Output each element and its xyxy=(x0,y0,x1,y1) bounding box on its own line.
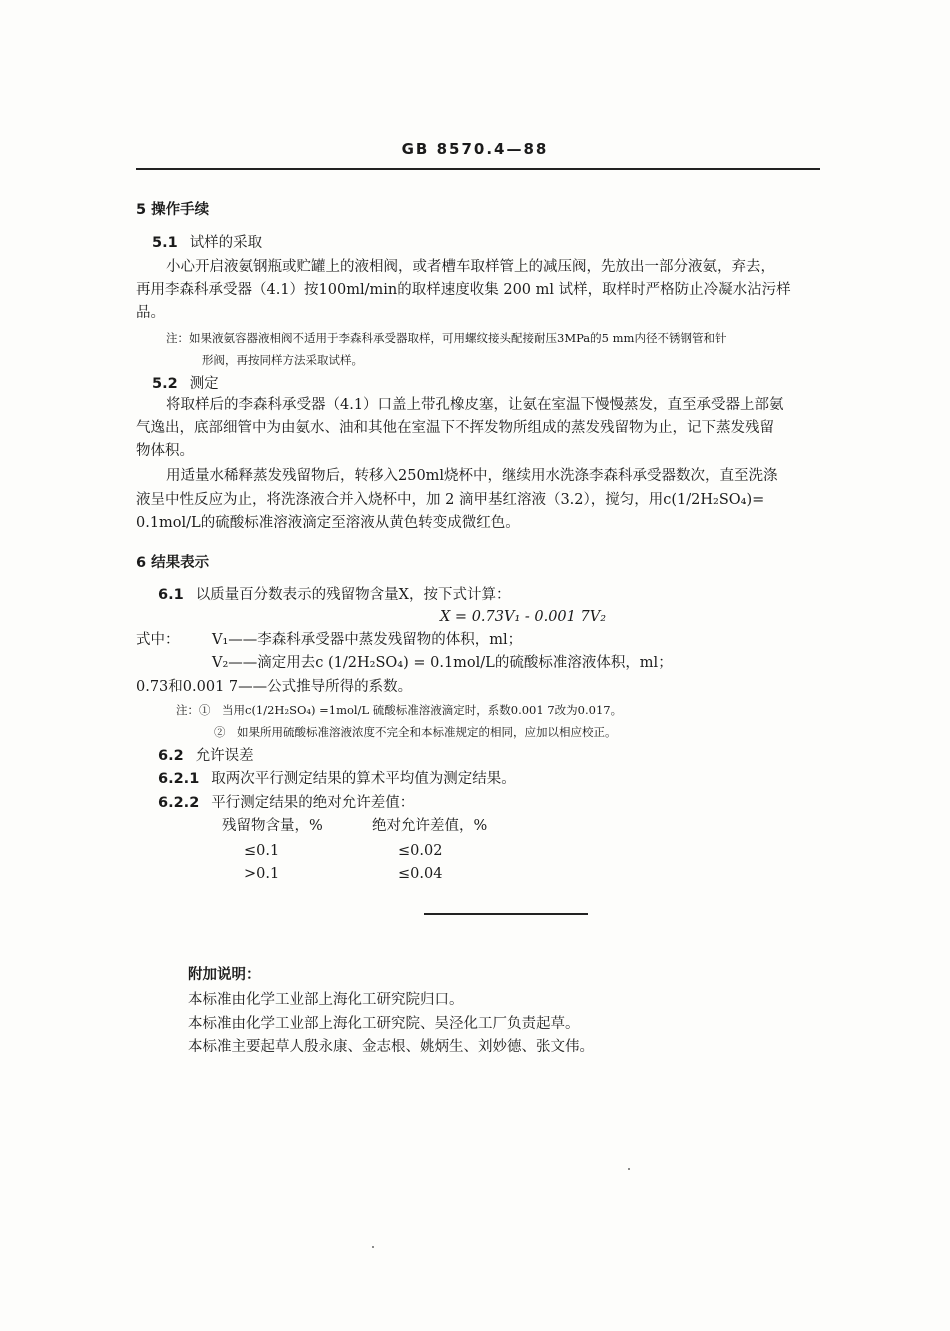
section-title: 测定 xyxy=(189,376,219,392)
section-6-2-heading xyxy=(158,746,254,766)
formula: X = 0.73V₁ - 0.001 7V₂ xyxy=(440,609,607,625)
note-line: 注：如果液氨容器液相阀不适用于李森科承受器取样，可用螺纹接头配接耐压3MPa的5 mm内径不锈钢管和针 xyxy=(166,331,727,345)
appendix-title: 附加说明： xyxy=(188,967,261,983)
note-line: 注：① 当用c(1/2H₂SO₄) =1mol/L 硫酸标准溶液滴定时，系数0.001 7改为0.017。 xyxy=(176,703,623,717)
appendix-line: 本标准由化学工业部上海化工研究院、吴泾化工厂负责起草。 xyxy=(188,1016,580,1032)
section-5-2-heading xyxy=(152,374,219,394)
section-number: 6.1 xyxy=(158,587,184,603)
table-header-residue: 残留物含量，% xyxy=(222,818,323,834)
paragraph-line: 气逸出，底部细管中为由氨水、油和其他在室温下不挥发物所组成的蒸发残留物为止，记下蒸发残留 xyxy=(136,420,774,436)
section-number: 5.1 xyxy=(152,235,178,251)
paragraph-line: 液呈中性反应为止，将洗涤液合并入烧杯中，加 2 滴甲基红溶液（3.2），搅匀，用c(1/2H₂SO₄)= xyxy=(136,492,765,508)
paragraph-line: 用适量水稀释蒸发残留物后，转移入250ml烧杯中，继续用水洗涤李森科承受器数次，直至洗涤 xyxy=(166,468,778,484)
note-line: 形阀，再按同样方法采取试样。 xyxy=(202,353,363,367)
paragraph-line: 将取样后的李森科承受器（4.1）口盖上带孔橡皮塞，让氨在室温下慢慢蒸发，直至承受器上部氨 xyxy=(166,397,784,413)
appendix-line: 本标准由化学工业部上海化工研究院归口。 xyxy=(188,992,464,1008)
table-cell: >0.1 xyxy=(244,866,280,882)
table-header-tolerance: 绝对允许差值，% xyxy=(372,818,488,834)
table-cell: ≤0.04 xyxy=(398,866,443,882)
variable-v1-definition: V₁——李森科承受器中蒸发残留物的体积，ml； xyxy=(212,632,523,648)
standard-number-header: GB 8570.4—88 xyxy=(401,140,549,158)
section-title: 试样的采取 xyxy=(189,235,263,251)
section-6-1-heading xyxy=(158,585,511,605)
section-number: 6.2 xyxy=(158,748,184,764)
section-5-1-heading xyxy=(152,233,262,253)
paragraph-line: 物体积。 xyxy=(136,443,194,459)
coefficient-note: 0.73和0.001 7——公式推导所得的系数。 xyxy=(136,679,413,695)
appendix-line: 本标准主要起草人殷永康、金志根、姚炳生、刘妙德、张文伟。 xyxy=(188,1039,594,1055)
section-6-2-1 xyxy=(158,769,516,789)
section-number: 6.2.1 xyxy=(158,771,200,787)
section-6-heading: 6 结果表示 xyxy=(136,555,210,571)
section-title: 允许误差 xyxy=(195,748,254,764)
variable-v2-definition: V₂——滴定用去c (1/2H₂SO₄) = 0.1mol/L的硫酸标准溶液体积，ml； xyxy=(212,655,673,671)
paragraph-line: 品。 xyxy=(136,305,165,321)
section-5-heading: 5 操作手续 xyxy=(136,202,210,218)
section-number: 6.2.2 xyxy=(158,795,200,811)
scan-speck xyxy=(628,1168,630,1170)
paragraph-line: 0.1mol/L的硫酸标准溶液滴定至溶液从黄色转变成微红色。 xyxy=(136,515,520,531)
table-cell: ≤0.1 xyxy=(244,843,280,859)
scan-speck xyxy=(372,1246,374,1248)
paragraph-line: 再用李森科承受器（4.1）按100ml/min的取样速度收集 200 ml 试样，取样时严格防止冷凝水沾污样 xyxy=(136,282,791,298)
where-label: 式中： xyxy=(136,632,180,648)
paragraph-line: 小心开启液氨钢瓶或贮罐上的液相阀，或者槽车取样管上的减压阀，先放出一部分液氨，弃去， xyxy=(166,259,775,275)
section-text: 取两次平行测定结果的算术平均值为测定结果。 xyxy=(211,771,516,787)
end-rule xyxy=(424,913,588,915)
section-title: 以质量百分数表示的残留物含量X，按下式计算： xyxy=(195,587,511,603)
table-cell: ≤0.02 xyxy=(398,843,443,859)
section-text: 平行测定结果的绝对允许差值： xyxy=(211,795,415,811)
section-number: 5.2 xyxy=(152,376,178,392)
note-line: ② 如果所用硫酸标准溶液浓度不完全和本标准规定的相同，应加以相应校正。 xyxy=(214,725,617,739)
section-6-2-2 xyxy=(158,793,414,813)
header-rule xyxy=(136,168,820,170)
